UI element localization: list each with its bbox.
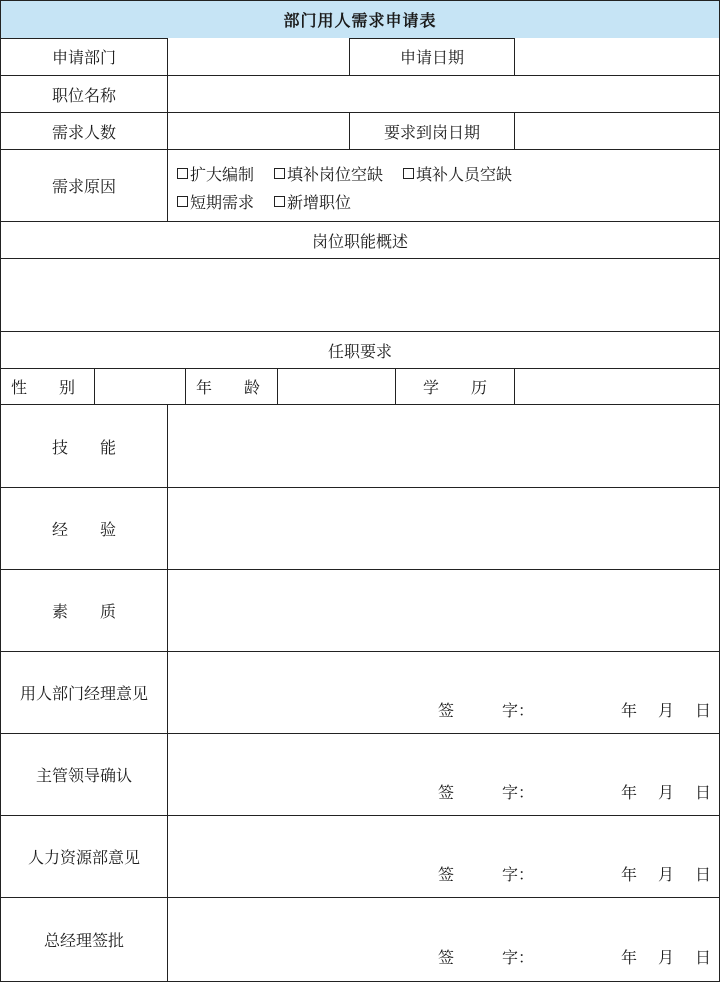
headcount-field[interactable]: [168, 113, 350, 150]
skills-label: 技 能: [1, 405, 168, 488]
gender-field[interactable]: [95, 369, 186, 405]
gm-label: 总经理签批: [1, 898, 168, 981]
month-label: 月: [658, 783, 675, 802]
reason-option[interactable]: 填补人员空缺: [403, 162, 512, 185]
year-label: 年: [621, 948, 638, 967]
signature-label: 签 字：: [438, 701, 535, 720]
checkbox-icon: [274, 196, 285, 207]
supervisor-field[interactable]: [168, 734, 719, 816]
checkbox-icon: [177, 168, 188, 179]
reason-option[interactable]: 短期需求: [177, 190, 254, 213]
year-label: 年: [621, 865, 638, 884]
checkbox-icon: [274, 168, 285, 179]
experience-field[interactable]: [168, 488, 719, 570]
dept-field[interactable]: [168, 38, 350, 76]
reason-options-row-2: [177, 190, 351, 213]
day-label: 日: [695, 865, 712, 884]
dept-label: 申请部门: [1, 38, 168, 76]
gender-label: 性 别: [1, 369, 95, 405]
checkbox-icon: [177, 196, 188, 207]
day-label: 日: [695, 701, 712, 720]
month-label: 月: [658, 701, 675, 720]
position-field[interactable]: [168, 76, 719, 113]
reason-option[interactable]: 扩大编制: [177, 162, 254, 185]
reason-option[interactable]: 填补岗位空缺: [274, 162, 383, 185]
age-field[interactable]: [278, 369, 396, 405]
day-label: 日: [695, 783, 712, 802]
signature-label: 签 字：: [438, 865, 535, 884]
education-label: 学 历: [396, 369, 515, 405]
quality-label: 素 质: [1, 570, 168, 652]
reason-options-row-1: [177, 162, 512, 185]
education-field[interactable]: [515, 369, 719, 405]
day-label: 日: [695, 948, 712, 967]
month-label: 月: [658, 865, 675, 884]
quality-field[interactable]: [168, 570, 719, 652]
experience-label: 经 验: [1, 488, 168, 570]
headcount-label: 需求人数: [1, 113, 168, 150]
hr-label: 人力资源部意见: [1, 816, 168, 898]
reason-label: 需求原因: [1, 150, 168, 222]
signature-label: 签 字：: [438, 783, 535, 802]
requirements-header: 任职要求: [1, 332, 719, 369]
year-label: 年: [621, 783, 638, 802]
hr-field[interactable]: [168, 816, 719, 898]
arrival-date-field[interactable]: [515, 113, 719, 150]
age-label: 年 龄: [186, 369, 278, 405]
apply-date-field[interactable]: [515, 38, 719, 76]
form-title: 部门用人需求申请表: [1, 1, 719, 39]
reason-option[interactable]: 新增职位: [274, 190, 351, 213]
checkbox-icon: [403, 168, 414, 179]
position-label: 职位名称: [1, 76, 168, 113]
skills-field[interactable]: [168, 405, 719, 488]
job-summary-header: 岗位职能概述: [1, 222, 719, 259]
signature-label: 签 字：: [438, 948, 535, 967]
dept-manager-label: 用人部门经理意见: [1, 652, 168, 734]
month-label: 月: [658, 948, 675, 967]
job-summary-field[interactable]: [1, 259, 719, 332]
year-label: 年: [621, 701, 638, 720]
dept-manager-field[interactable]: [168, 652, 719, 734]
supervisor-label: 主管领导确认: [1, 734, 168, 816]
arrival-date-label: 要求到岗日期: [350, 113, 515, 150]
apply-date-label: 申请日期: [350, 38, 515, 76]
gm-field[interactable]: [168, 898, 719, 981]
